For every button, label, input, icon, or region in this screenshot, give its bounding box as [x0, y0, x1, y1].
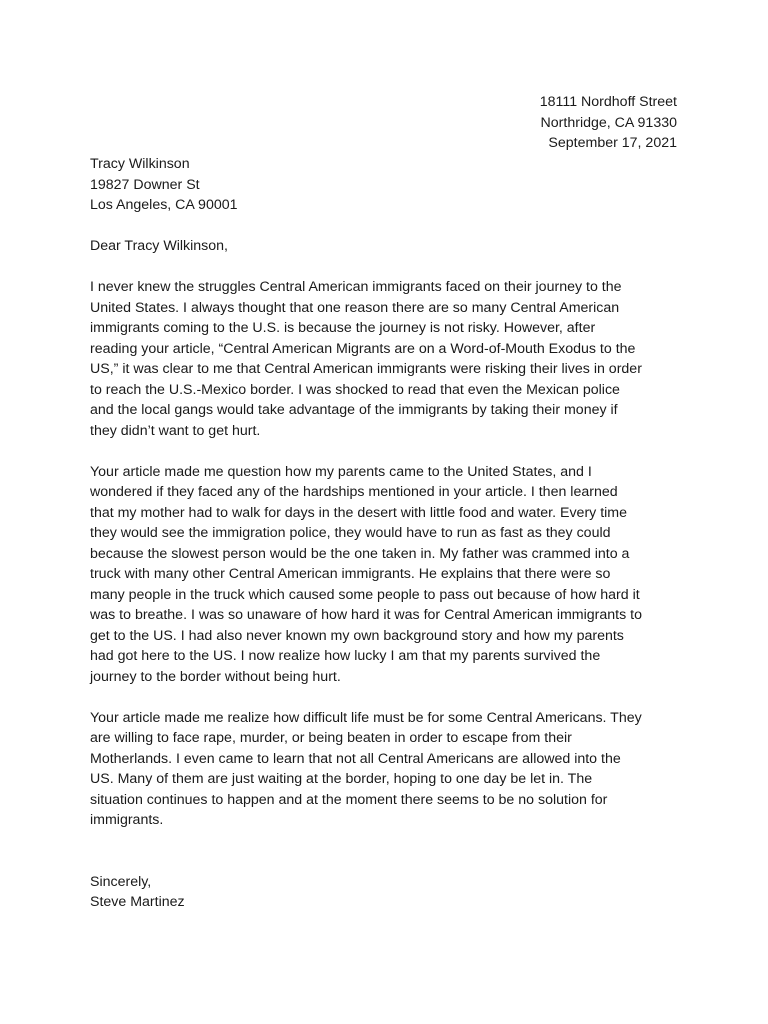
body-line: was to breathe. I was so unaware of how hard it was for Central American immigrants to	[90, 607, 642, 623]
signature: Steve Martinez	[90, 894, 185, 910]
body-line: wondered if they faced any of the hardships mentioned in your article. I then learned	[90, 484, 618, 500]
body-line: Motherlands. I even came to learn that not all Central Americans are allowed into the	[90, 750, 621, 767]
body-line: situation continues to happen and at the moment there seems to be no solution for	[90, 791, 608, 808]
body-line: immigrants coming to the U.S. is because the journey is not risky. However, after	[90, 320, 596, 336]
recipient-name: Tracy Wilkinson	[90, 156, 190, 172]
body-line: many people in the truck which caused some people to pass out because of how hard it	[90, 586, 640, 603]
sender-city: Northridge, CA 91330	[540, 114, 677, 131]
body-line: US. Many of them are just waiting at the border, hoping to one day be let in. The	[90, 771, 593, 787]
body-line: truck with many other Central American immigrants. He explains that there were so	[90, 566, 611, 582]
body-line: because the slowest person would be the one taken in. My father was crammed into a	[90, 545, 630, 562]
body-line: they didn’t want to get hurt.	[90, 422, 261, 439]
body-line: get to the US. I had also never known my own background story and how my parents	[90, 627, 624, 644]
body-line: are willing to face rape, murder, or being beaten in order to escape from their	[90, 730, 572, 746]
body-line: I never knew the struggles Central American immigrants faced on their journey to the	[90, 279, 622, 295]
body-line: had got here to the US. I now realize how lucky I am that my parents survived the	[90, 648, 601, 664]
body-line: that my mother had to walk for days in the desert with little food and water. Every time	[90, 504, 628, 521]
body-line: journey to the border without being hurt.	[90, 668, 341, 685]
body-line: to reach the U.S.-Mexico border. I was shocked to read that even the Mexican police	[90, 381, 620, 398]
body-line: Your article made me realize how difficult life must be for some Central Americans. They	[90, 709, 642, 726]
recipient-city: Los Angeles, CA 90001	[90, 197, 238, 213]
salutation: Dear Tracy Wilkinson,	[90, 238, 228, 254]
body-line: United States. I always thought that one reason there are so many Central American	[90, 299, 620, 316]
sender-street: 18111 Nordhoff Street	[539, 94, 677, 110]
body-line: immigrants.	[90, 812, 164, 828]
body-line: reading your article, “Central American Migrants are on a Word-of-Mouth Exodus to the	[90, 340, 636, 357]
closing: Sincerely,	[90, 873, 152, 890]
recipient-street: 19827 Downer St	[90, 176, 200, 193]
body-line: Your article made me question how my parents came to the United States, and I	[90, 463, 592, 480]
body-line: US,” it was clear to me that Central American immigrants were risking their lives in order	[90, 361, 642, 377]
body-line: and the local gangs would take advantage of the immigrants by taking their money if	[90, 402, 618, 418]
body-line: they would see the immigration police, they would have to run as fast as they could	[90, 525, 611, 541]
letter-date: September 17, 2021	[548, 135, 677, 151]
